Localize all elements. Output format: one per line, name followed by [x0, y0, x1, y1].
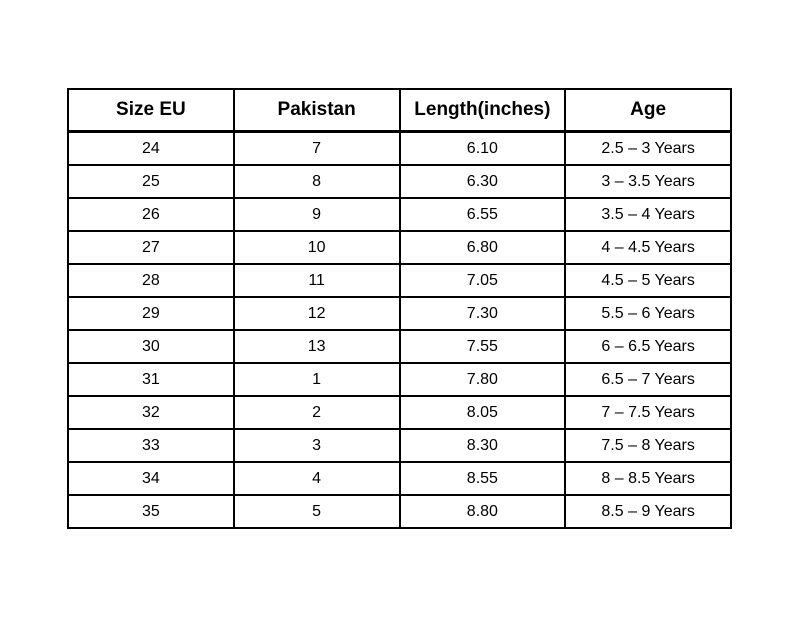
column-header-size-eu: Size EU: [68, 89, 234, 132]
cell-age: 8.5 – 9 Years: [565, 495, 731, 528]
cell-size-eu: 33: [68, 429, 234, 462]
cell-pakistan: 7: [234, 132, 400, 166]
column-header-age: Age: [565, 89, 731, 132]
header-row: [68, 89, 731, 132]
cell-length-inches: 6.55: [400, 198, 566, 231]
cell-age: 8 – 8.5 Years: [565, 462, 731, 495]
table-body: [68, 132, 731, 529]
cell-size-eu: 35: [68, 495, 234, 528]
cell-size-eu: 25: [68, 165, 234, 198]
cell-length-inches: 7.80: [400, 363, 566, 396]
cell-age: 4.5 – 5 Years: [565, 264, 731, 297]
cell-age: 5.5 – 6 Years: [565, 297, 731, 330]
cell-length-inches: 7.55: [400, 330, 566, 363]
cell-age: 3 – 3.5 Years: [565, 165, 731, 198]
cell-length-inches: 8.55: [400, 462, 566, 495]
table-row: [68, 297, 731, 330]
cell-length-inches: 8.05: [400, 396, 566, 429]
cell-length-inches: 6.30: [400, 165, 566, 198]
cell-size-eu: 30: [68, 330, 234, 363]
cell-size-eu: 27: [68, 231, 234, 264]
cell-age: 3.5 – 4 Years: [565, 198, 731, 231]
cell-age: 7.5 – 8 Years: [565, 429, 731, 462]
cell-age: 6 – 6.5 Years: [565, 330, 731, 363]
cell-length-inches: 6.10: [400, 132, 566, 166]
cell-size-eu: 29: [68, 297, 234, 330]
cell-pakistan: 12: [234, 297, 400, 330]
column-header-pakistan: Pakistan: [234, 89, 400, 132]
cell-pakistan: 1: [234, 363, 400, 396]
cell-age: 4 – 4.5 Years: [565, 231, 731, 264]
cell-length-inches: 8.30: [400, 429, 566, 462]
table-row: [68, 396, 731, 429]
table-row: [68, 429, 731, 462]
table-row: [68, 198, 731, 231]
column-header-length-inches: Length(inches): [400, 89, 566, 132]
table-row: [68, 363, 731, 396]
size-chart-table: [67, 88, 732, 529]
table-row: [68, 231, 731, 264]
cell-length-inches: 7.05: [400, 264, 566, 297]
cell-age: 7 – 7.5 Years: [565, 396, 731, 429]
table-row: [68, 264, 731, 297]
cell-pakistan: 3: [234, 429, 400, 462]
cell-length-inches: 7.30: [400, 297, 566, 330]
cell-pakistan: 9: [234, 198, 400, 231]
cell-age: 2.5 – 3 Years: [565, 132, 731, 166]
cell-size-eu: 31: [68, 363, 234, 396]
cell-size-eu: 28: [68, 264, 234, 297]
cell-length-inches: 6.80: [400, 231, 566, 264]
cell-pakistan: 8: [234, 165, 400, 198]
cell-pakistan: 10: [234, 231, 400, 264]
cell-size-eu: 34: [68, 462, 234, 495]
cell-pakistan: 5: [234, 495, 400, 528]
cell-pakistan: 11: [234, 264, 400, 297]
cell-size-eu: 32: [68, 396, 234, 429]
cell-age: 6.5 – 7 Years: [565, 363, 731, 396]
cell-pakistan: 2: [234, 396, 400, 429]
table-header: [68, 89, 731, 132]
table-row: [68, 495, 731, 528]
table-row: [68, 165, 731, 198]
cell-size-eu: 26: [68, 198, 234, 231]
table-row: [68, 132, 731, 166]
table-row: [68, 330, 731, 363]
cell-pakistan: 4: [234, 462, 400, 495]
cell-pakistan: 13: [234, 330, 400, 363]
cell-size-eu: 24: [68, 132, 234, 166]
cell-length-inches: 8.80: [400, 495, 566, 528]
table-row: [68, 462, 731, 495]
